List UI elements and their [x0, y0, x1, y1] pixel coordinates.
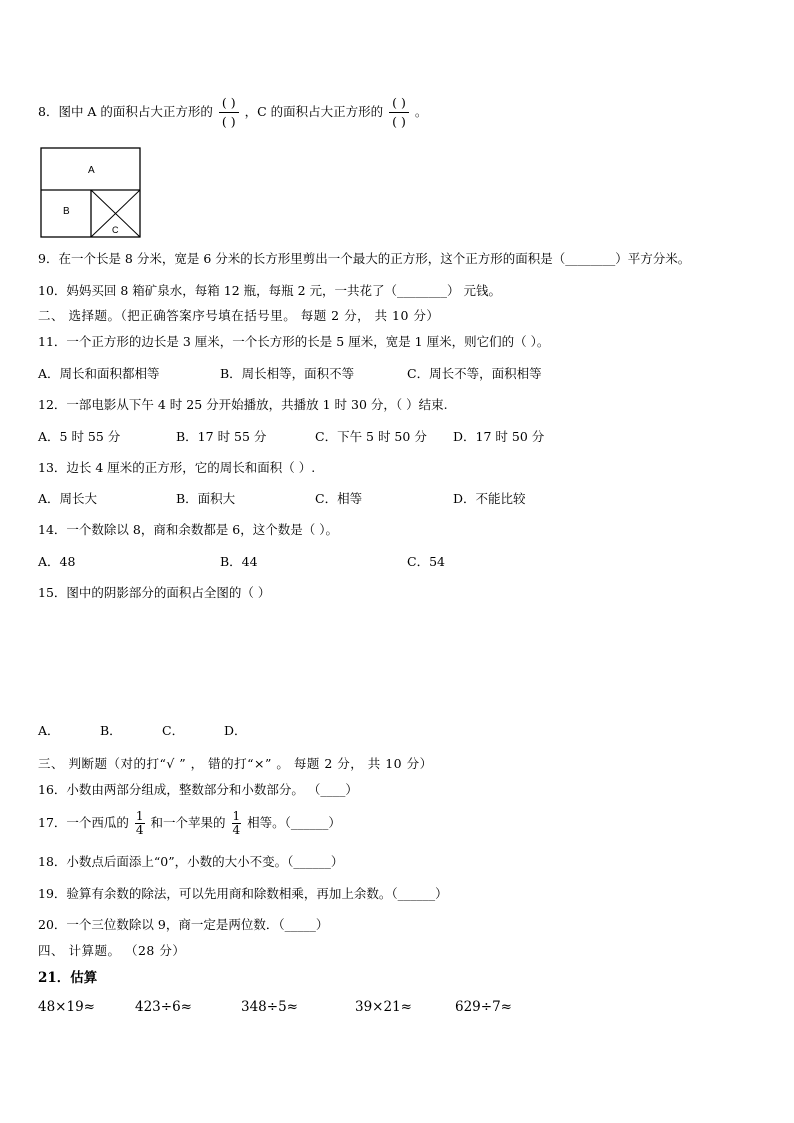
question-8	[38, 92, 427, 132]
q12-option-b[interactable]: B．17 时 55 分	[176, 429, 267, 444]
estimate-item: 629÷7≈	[455, 999, 512, 1015]
question-10: 10．妈妈买回 8 箱矿泉水，每箱 12 瓶，每瓶 2 元，一共花了（________） 元钱。	[38, 283, 502, 298]
q17-text-3: 相等。（______）	[247, 815, 341, 830]
q17-text-1: 17．一个西瓜的	[38, 815, 129, 830]
q13-option-a[interactable]: A．周长大	[38, 491, 98, 506]
q14-option-c[interactable]: C．54	[407, 554, 445, 569]
q17-fraction-2: $\frac{1}{4}$	[232, 809, 241, 837]
question-16: 16．小数由两部分组成，整数部分和小数部分。 （____）	[38, 782, 358, 797]
q8-text-1: 8．图中 A 的面积占大正方形的	[38, 104, 213, 119]
question-13-stem: 13．边长 4 厘米的正方形，它的周长和面积（ ）.	[38, 460, 316, 475]
q17-text-2: 和一个苹果的	[150, 815, 226, 830]
q15-option-b[interactable]: B．	[100, 723, 122, 738]
estimate-item: 39×21≈	[355, 999, 412, 1015]
question-15-stem: 15．图中的阴影部分的面积占全图的（ ）	[38, 585, 271, 600]
label-b: B	[63, 206, 70, 217]
q12-option-a[interactable]: A．5 时 55 分	[38, 429, 121, 444]
question-14-stem: 14．一个数除以 8，商和余数都是 6，这个数是（ ）。	[38, 522, 338, 537]
q13-option-b[interactable]: B．面积大	[176, 491, 236, 506]
estimate-item: 348÷5≈	[241, 999, 298, 1015]
section-4-heading: 四、 计算题。 （28 分）	[38, 943, 186, 958]
estimate-item: 48×19≈	[38, 999, 95, 1015]
question-21-title: 21．估算	[38, 970, 98, 986]
q15-option-c[interactable]: C．	[162, 723, 185, 738]
question-12-stem: 12．一部电影从下午 4 时 25 分开始播放，共播放 1 时 30 分，（ ）结束.	[38, 397, 448, 412]
q17-fraction-1: $\frac{1}{4}$	[135, 809, 144, 837]
question-11-stem: 11．一个正方形的边长是 3 厘米，一个长方形的长是 5 厘米，宽是 1 厘米，则它们的（ ）。	[38, 334, 550, 349]
q15-option-a[interactable]: A．	[38, 723, 60, 738]
q12-option-c[interactable]: C．下午 5 时 50 分	[315, 429, 427, 444]
question-20: 20．一个三位数除以 9，商一定是两位数．（_____）	[38, 917, 329, 932]
q8-square-figure	[40, 147, 142, 239]
question-9: 9．在一个长是 8 分米，宽是 6 分米的长方形里剪出一个最大的正方形，这个正方形的面积是（________）平方分米。	[38, 251, 691, 266]
question-17	[38, 806, 341, 840]
q11-option-b[interactable]: B．周长相等，面积不等	[220, 366, 355, 381]
question-18: 18．小数点后面添上“0”，小数的大小不变。（______）	[38, 854, 344, 869]
q8-fraction-c: $\frac{( )}{( )}$	[389, 94, 409, 131]
section-2-heading: 二、 选择题。（把正确答案序号填在括号里。 每题 2 分， 共 10 分）	[38, 308, 440, 323]
estimate-item: 423÷6≈	[135, 999, 192, 1015]
q11-option-c[interactable]: C．周长不等，面积相等	[407, 366, 542, 381]
q13-option-c[interactable]: C．相等	[315, 491, 363, 506]
label-a: A	[88, 165, 95, 176]
q12-option-d[interactable]: D．17 时 50 分	[453, 429, 545, 444]
question-19: 19．验算有余数的除法，可以先用商和除数相乘，再加上余数。（______）	[38, 886, 448, 901]
q15-option-d[interactable]: D．	[224, 723, 247, 738]
q8-fraction-a: $\frac{( )}{( )}$	[219, 94, 239, 131]
section-3-heading: 三、 判断题（对的打“√ ” ， 错的打“×” 。 每题 2 分， 共 10 分）	[38, 756, 433, 771]
q8-text-3: 。	[414, 104, 428, 119]
q11-option-a[interactable]: A．周长和面积都相等	[38, 366, 160, 381]
label-c: C	[112, 225, 119, 235]
q14-option-b[interactable]: B．44	[220, 554, 258, 569]
q8-text-2: ，C 的面积占大正方形的	[244, 104, 384, 119]
q13-option-d[interactable]: D．不能比较	[453, 491, 526, 506]
q14-option-a[interactable]: A．48	[38, 554, 76, 569]
